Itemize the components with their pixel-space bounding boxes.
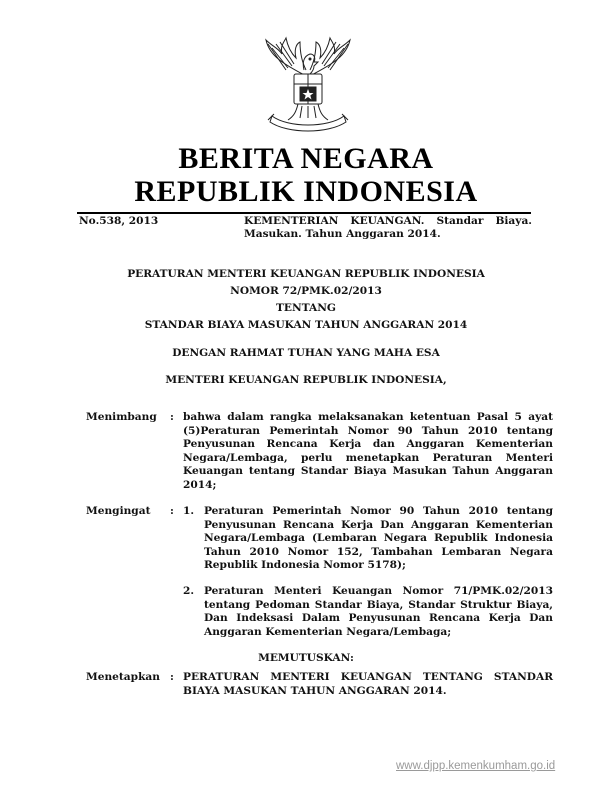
footer-website-link[interactable]: www.djpp.kemenkumham.go.id: [396, 760, 556, 772]
mengingat-line: Negara/Lembaga (Lembaran Negara Republik Indonesia: [204, 532, 553, 545]
regulation-blessing: DENGAN RAHMAT TUHAN YANG MAHA ESA: [172, 347, 440, 359]
header-divider: [77, 212, 531, 214]
regulation-subject: STANDAR BIAYA MASUKAN TAHUN ANGGARAN 2014: [144, 319, 468, 331]
gazette-title-line2: REPUBLIK INDONESIA: [134, 175, 478, 208]
menetapkan-line: PERATURAN MENTERI KEUANGAN TENTANG STANDAR: [183, 671, 553, 683]
mengingat-line: tentang Pedoman Standar Biaya, Standar Struktur Biaya,: [204, 598, 553, 611]
mengingat-label: Mengingat: [86, 505, 151, 517]
menetapkan-label: Menetapkan: [86, 671, 160, 683]
gazette-number: No.538, 2013: [79, 215, 159, 227]
garuda-emblem-icon: [258, 36, 358, 134]
mengingat-line: Peraturan Menteri Keuangan Nomor 71/PMK.02/2013: [204, 585, 553, 597]
mengingat-item-1: [204, 505, 553, 573]
mengingat-colon: :: [170, 505, 174, 517]
regulation-about: TENTANG: [276, 302, 336, 314]
gazette-description-line1: KEMENTERIAN KEUANGAN. Standar Biaya.: [244, 215, 532, 227]
menimbang-label: Menimbang: [86, 411, 157, 423]
mengingat-item-2: [204, 585, 553, 639]
menimbang-line: Negara/Lembaga, perlu menetapkan Peraturan Menteri: [183, 451, 553, 464]
memutuskan-heading: MEMUTUSKAN:: [258, 652, 354, 664]
mengingat-line: Anggaran Kementerian Negara/Lembaga;: [204, 625, 452, 638]
menetapkan-text: [183, 671, 553, 698]
mengingat-item-number: 2.: [183, 585, 195, 597]
regulation-title: PERATURAN MENTERI KEUANGAN REPUBLIK INDONESIA: [127, 268, 485, 280]
mengingat-line: Dan Indeksasi Dalam Penyusunan Rencana Kerja Dan: [204, 612, 553, 625]
menetapkan-line: BIAYA MASUKAN TAHUN ANGGARAN 2014.: [183, 684, 447, 697]
regulation-issuer: MENTERI KEUANGAN REPUBLIK INDONESIA,: [165, 374, 447, 386]
menimbang-line: bahwa dalam rangka melaksanakan ketentuan Pasal 5 ayat: [183, 411, 553, 423]
mengingat-line: Republik Indonesia Nomor 5178);: [204, 559, 406, 572]
gazette-description: [244, 215, 532, 241]
mengingat-item-number: 1.: [183, 505, 195, 517]
menimbang-text: [183, 411, 553, 493]
menetapkan-colon: :: [170, 671, 174, 683]
mengingat-line: Peraturan Pemerintah Nomor 90 Tahun 2010 tentang: [204, 505, 553, 517]
menimbang-line: (5)Peraturan Pemerintah Nomor 90 Tahun 2010 tentang: [183, 424, 553, 437]
mengingat-line: Penyusunan Rencana Kerja Dan Anggaran Kementerian: [204, 518, 553, 531]
menimbang-line: Penyusunan Rencana Kerja dan Anggaran Kementerian: [183, 438, 553, 451]
menimbang-line: Keuangan tentang Standar Biaya Masukan Tahun Anggaran: [183, 465, 553, 478]
menimbang-line: 2014;: [183, 478, 217, 491]
mengingat-line: Tahun 2010 Nomor 152, Tambahan Lembaran Negara: [204, 545, 553, 558]
menimbang-colon: :: [170, 411, 174, 423]
regulation-number: NOMOR 72/PMK.02/2013: [230, 285, 382, 297]
gazette-title-line1: BERITA NEGARA: [178, 142, 434, 175]
gazette-description-line2: Masukan. Tahun Anggaran 2014.: [244, 228, 441, 240]
